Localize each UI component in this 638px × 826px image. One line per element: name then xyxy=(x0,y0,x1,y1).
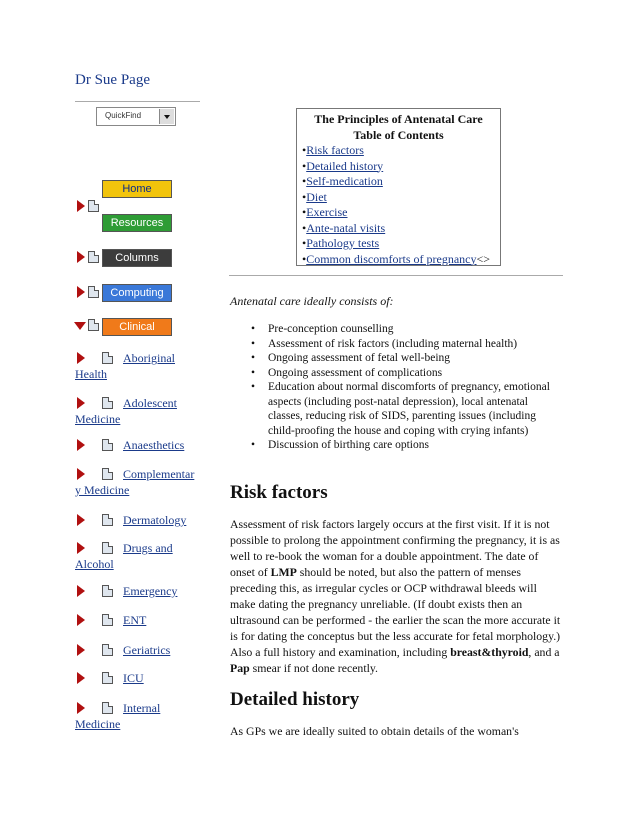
sidebar-item[interactable] xyxy=(75,437,200,453)
list-item: • Assessment of risk factors (including maternal health) xyxy=(230,337,560,352)
sidebar-item[interactable] xyxy=(75,540,200,572)
sidebar-item-label-cont[interactable]: y Medicine xyxy=(75,483,130,497)
toc-link[interactable]: Risk factors xyxy=(306,143,364,157)
toc-link[interactable]: Detailed history xyxy=(306,158,384,173)
sidebar-item[interactable] xyxy=(75,583,200,599)
list-item: • Pre-conception counselling xyxy=(230,322,560,337)
sidebar-item[interactable] xyxy=(75,350,200,382)
list-item: • Ongoing assessment of complications xyxy=(230,366,560,381)
risk-factors-heading: Risk factors xyxy=(230,482,328,503)
nav-resources-button[interactable]: Resources xyxy=(102,214,172,232)
toc-item xyxy=(302,252,500,268)
toc-item xyxy=(302,159,500,175)
quickfind-select[interactable] xyxy=(96,107,176,126)
sidebar-item-label[interactable]: Anaesthetics xyxy=(123,438,185,452)
sidebar-item[interactable] xyxy=(75,395,200,427)
toc-item xyxy=(302,143,500,159)
sidebar-item-label[interactable]: Dermatology xyxy=(123,513,187,527)
sidebar-item-label[interactable]: Adolescent xyxy=(123,396,177,410)
list-item: • Discussion of birthing care options xyxy=(230,438,560,453)
table-of-contents xyxy=(296,108,501,266)
toc-item xyxy=(302,236,500,252)
nav-clinical-button[interactable]: Clinical xyxy=(102,318,172,336)
toc-item xyxy=(302,205,500,221)
folder-icon xyxy=(88,286,99,298)
sidebar-item-label[interactable]: Aboriginal xyxy=(123,351,175,365)
sidebar-item-label-cont[interactable]: Alcohol xyxy=(75,557,114,571)
detailed-history-paragraph: As GPs we are ideally suited to obtain details of the woman's xyxy=(230,724,519,738)
sidebar-item[interactable] xyxy=(75,466,200,498)
toc-subtitle: Table of Contents xyxy=(353,128,444,142)
sidebar-item-label-cont[interactable]: Health xyxy=(75,367,107,381)
sidebar-item[interactable] xyxy=(75,612,200,628)
risk-factors-paragraph: Assessment of risk factors largely occurs at the first visit. If it is not possible to prolong the appointment confirming the pregnancy, it is as well to re-book the woman for a double appointment. The date of onset of LMP should be noted, but also the pattern of menses preceding this, as irregular cycles or OCP withdrawal bleeds will make dating the pregnancy unreliable. (If doubt exists then an ultrasound can be performed - the earlier the scan the more accurate it is for dating the conceptus but the less accurate for fetal morphology.) Also a full history and examination, including breast&thyroid, and a Pap smear if not done recently. xyxy=(230,517,561,675)
sidebar-item-label-cont[interactable]: Medicine xyxy=(75,412,121,426)
sidebar-item-label[interactable]: Geriatrics xyxy=(123,643,171,657)
nav-home-button[interactable]: Home xyxy=(102,180,172,198)
detailed-history-heading: Detailed history xyxy=(230,689,360,710)
quickfind-label: QuickFind xyxy=(105,111,142,120)
sidebar-item-label[interactable]: ICU xyxy=(123,671,144,685)
title-divider xyxy=(75,101,200,102)
sidebar-item-label[interactable]: Complementar xyxy=(123,467,195,481)
toc-links xyxy=(297,143,500,267)
toc-link[interactable]: Ante-natal visits xyxy=(306,220,386,235)
folder-icon xyxy=(88,200,99,212)
toc-trailer: <> xyxy=(476,251,491,266)
toc-title: The Principles of Antenatal Care xyxy=(314,112,483,126)
toc-item xyxy=(302,221,500,237)
toc-link[interactable]: Exercise xyxy=(306,205,348,219)
sidebar-item[interactable] xyxy=(75,700,200,732)
folder-icon xyxy=(88,319,99,331)
toc-item xyxy=(302,174,500,190)
expand-arrow-icon[interactable] xyxy=(77,251,85,263)
list-item: • Education about normal discomforts of pregnancy, emotional aspects (including post-natal depression), local antenatal classes, reducing risk of SIDS, parenting issues (including child-proofing the house and coping with crying infants) xyxy=(230,380,560,438)
list-item: • Ongoing assessment of fetal well-being xyxy=(230,351,560,366)
sidebar-item[interactable] xyxy=(75,670,200,686)
toc-link[interactable]: Diet xyxy=(306,189,327,204)
site-title: Dr Sue Page xyxy=(75,72,150,88)
sidebar-item-label-cont[interactable]: Medicine xyxy=(75,717,121,731)
collapse-arrow-icon[interactable] xyxy=(74,322,86,330)
sidebar-item[interactable] xyxy=(75,642,200,658)
lmp-term: LMP xyxy=(270,565,297,579)
folder-icon xyxy=(88,251,99,263)
sidebar-item-label[interactable]: Emergency xyxy=(123,584,178,598)
nav-computing-button[interactable]: Computing xyxy=(102,284,172,302)
expand-arrow-icon[interactable] xyxy=(77,200,85,212)
sidebar-item[interactable] xyxy=(75,512,200,528)
toc-link[interactable]: Pathology tests xyxy=(306,236,380,250)
sidebar-item-label[interactable]: Drugs and xyxy=(123,541,173,555)
expand-arrow-icon[interactable] xyxy=(77,286,85,298)
content-divider xyxy=(229,275,563,276)
intro-text: Antenatal care ideally consists of: xyxy=(230,294,394,308)
toc-item xyxy=(302,190,500,206)
toc-link[interactable]: Common discomforts of pregnancy xyxy=(306,251,477,266)
care-components-list xyxy=(230,322,560,453)
toc-link[interactable]: Self-medication xyxy=(306,174,383,188)
sidebar-item-label[interactable]: Internal xyxy=(123,701,161,715)
chevron-down-icon[interactable] xyxy=(159,109,174,124)
nav-columns-button[interactable]: Columns xyxy=(102,249,172,267)
sidebar-item-label[interactable]: ENT xyxy=(123,613,147,627)
